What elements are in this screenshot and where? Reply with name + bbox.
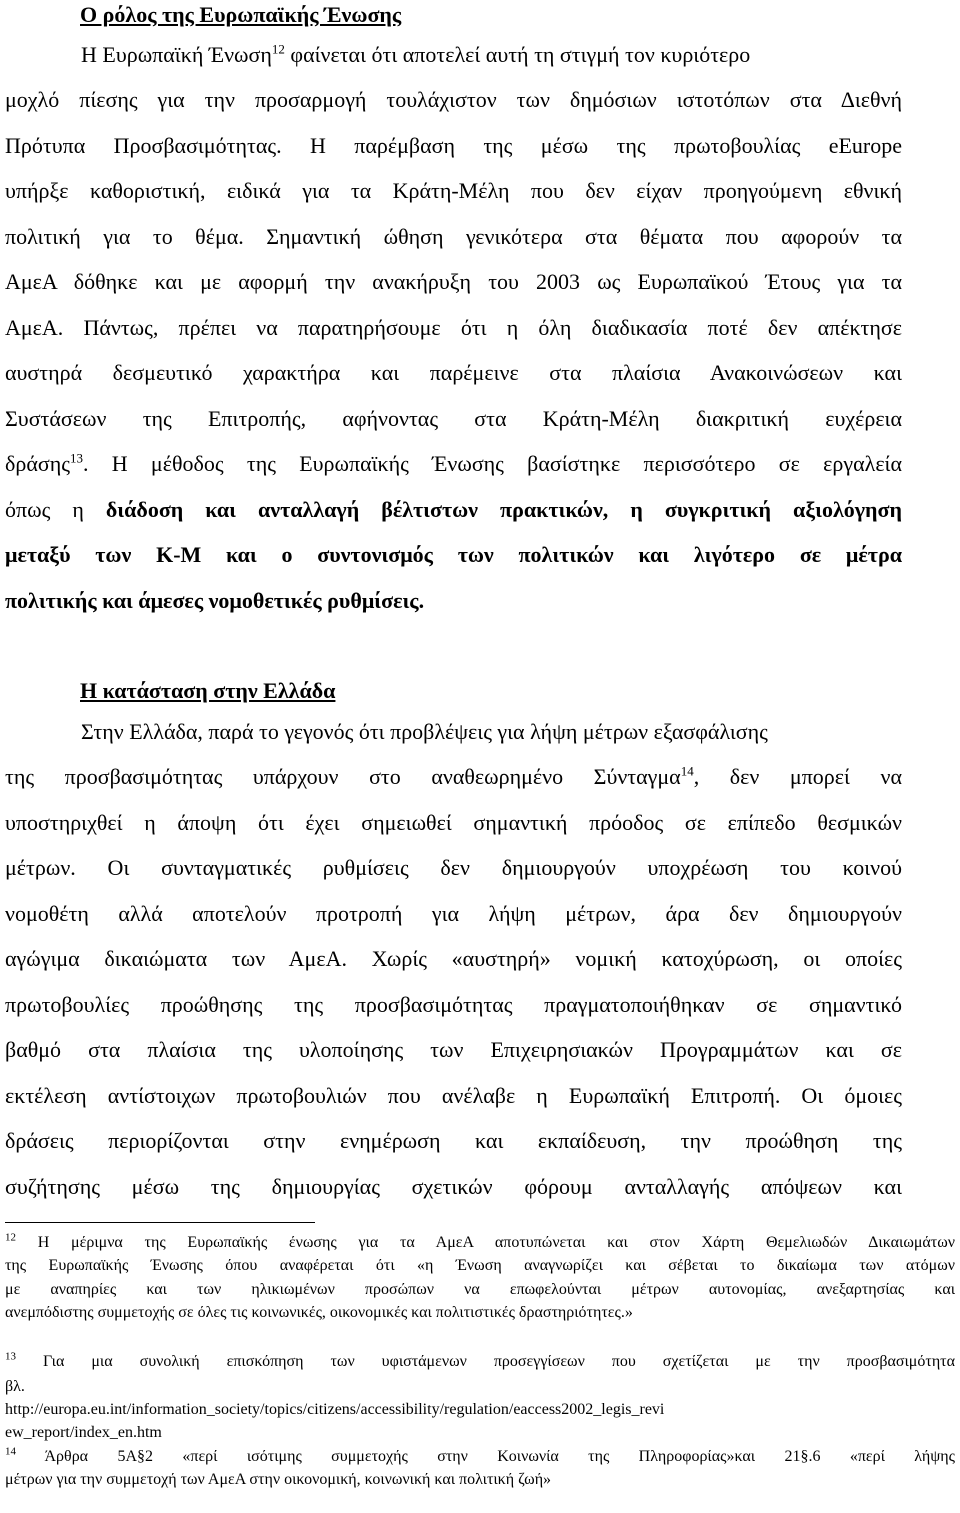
footnote-ref-12[interactable]: 12 (271, 41, 285, 57)
bold-text-span: διάδοση και ανταλλαγή βέλτιστων πρακτικών, η συγκριτική αξιολόγηση (105, 497, 903, 522)
text-line: βαθμό στα πλαίσια της υλοποίησης των Επιχειρησιακών Προγραμμάτων και σε (5, 1037, 902, 1062)
text-line (5, 497, 902, 523)
text-line (5, 451, 902, 477)
text-line: μέτρων. Οι συνταγματικές ρυθμίσεις δεν δημιουργούν υποχρέωση του κοινού (5, 855, 902, 880)
footnote-line: με αναπηρίες και των ηλικιωμένων προσώπων να επωφελούνται μέτρων αυτονομίας, ανεξαρτησίας και (5, 1281, 955, 1298)
text-line: εκτέλεση αντίστοιχων πρωτοβουλιών που ανέλαβε η Ευρωπαϊκή Επιτροπή. Οι όμοιες (5, 1083, 902, 1108)
text-line: υποστηριχθεί η άποψη ότι έχει σημειωθεί σημαντική πρόοδος σε επίπεδο θεσμικών (5, 810, 902, 835)
text-line: μοχλό πίεσης για την προσαρμογή τουλάχιστον των δημόσιων ιστοτόπων στα Διεθνή (5, 87, 902, 112)
footnote-line (5, 1233, 955, 1253)
footnote-number: 13 (5, 1350, 16, 1363)
text-span: της προσβασιμότητας υπάρχουν στο αναθεωρημένο Σύνταγμα (5, 764, 681, 789)
footnote-ref-13[interactable]: 13 (69, 450, 83, 466)
footnote-url-line[interactable]: http://europa.eu.int/information_society/topics/citizens/accessibility/regulation/eaccess2002_legis_revi (5, 1401, 665, 1418)
footnote-line (5, 1352, 955, 1372)
footnote-separator (5, 1222, 315, 1223)
text-line: πρωτοβουλίες προώθησης της προσβασιμότητας πραγματοποιήθηκαν σε σημαντικό (5, 992, 902, 1017)
text-line (5, 764, 902, 790)
text-line: Στην Ελλάδα, παρά το γεγονός ότι προβλέψεις για λήψη μέτρων εξασφάλισης (81, 719, 768, 744)
footnote-line: μέτρων για την συμμετοχή των ΑμεΑ στην οικονομική, κοινωνική και πολιτική ζωή» (5, 1471, 552, 1488)
text-span: Η Ευρωπαϊκή Ένωση (81, 42, 272, 67)
footnote-number: 12 (5, 1231, 16, 1244)
footnote-number: 14 (5, 1445, 16, 1458)
footnote-line: της Ευρωπαϊκής Ένωσης όπου αναφέρεται ότι «η Ένωση αναγνωρίζει και σέβεται το δικαίωμα των ατόμων (5, 1257, 955, 1274)
text-line: αυστηρά δεσμευτικό χαρακτήρα και παρέμεινε στα πλαίσια Ανακοινώσεων και (5, 360, 902, 385)
text-line: δράσεις περιορίζονται στην ενημέρωση και εκπαίδευση, την προώθηση της (5, 1128, 902, 1153)
footnote-line (5, 1447, 955, 1467)
footnote-line: ανεμπόδιστης συμμετοχής σε όλες τις κοινωνικές, οικονομικές και πολιτιστικές δραστηριότητες.» (5, 1304, 633, 1321)
text-line: συζήτησης μέσω της δημιουργίας σχετικών φόρουμ ανταλλαγής απόψεων και (5, 1174, 902, 1199)
text-line: ΑμεΑ. Πάντως, πρέπει να παρατηρήσουμε ότι η όλη διαδικασία ποτέ δεν απέκτησε (5, 315, 902, 340)
footnote-line: βλ. (5, 1378, 25, 1395)
text-span: δράσης (5, 451, 70, 476)
footnote-ref-14[interactable]: 14 (680, 763, 694, 779)
text-span: Για μια συνολική επισκόπηση των υφιστάμενων προσεγγίσεων που σχετίζεται με την προσβασιμότητα (16, 1353, 955, 1370)
text-line: ΑμεΑ δόθηκε και με αφορμή την ανακήρυξη του 2003 ως Ευρωπαϊκού Έτους για τα (5, 269, 902, 294)
text-line (81, 42, 750, 68)
text-span: όπως η (5, 497, 106, 522)
footnote-url-line[interactable]: ew_report/index_en.htm (5, 1424, 162, 1441)
text-line: Συστάσεων της Επιτροπής, αφήνοντας στα Κράτη-Μέλη διακριτική ευχέρεια (5, 406, 902, 431)
text-line: αγώγιμα δικαιώματα των ΑμεΑ. Χωρίς «αυστηρή» νομική κατοχύρωση, οι οποίες (5, 946, 902, 971)
text-span: Άρθρα 5Α§2 «περί ισότιμης συμμετοχής στην Κοινωνία της Πληροφορίας»και 21§.6 «περί λήψης (16, 1448, 955, 1465)
text-span: . Η μέθοδος της Ευρωπαϊκής Ένωσης βασίστηκε περισσότερο σε εργαλεία (82, 451, 902, 476)
text-line: Πρότυπα Προσβασιμότητας. Η παρέμβαση της μέσω της πρωτοβουλίας eEurope (5, 133, 902, 158)
text-span: , δεν μπορεί να (693, 764, 902, 789)
text-line: πολιτική για το θέμα. Σημαντική ώθηση γενικότερα στα θέματα που αφορούν τα (5, 224, 902, 249)
text-span: φαίνεται ότι αποτελεί αυτή τη στιγμή τον κυριότερο (284, 42, 751, 67)
text-span: Η μέριμνα της Ευρωπαϊκής ένωσης για τα ΑμεΑ αποτυπώνεται και στον Χάρτη Θεμελιωδών Δικαιωμάτων (16, 1234, 955, 1251)
text-line: νομοθέτη αλλά αποτελούν προτροπή για λήψη μέτρων, άρα δεν δημιουργούν (5, 901, 902, 926)
section-heading-greece: Η κατάσταση στην Ελλάδα (80, 678, 336, 703)
text-line: υπήρξε καθοριστική, ειδικά για τα Κράτη-Μέλη που δεν είχαν προηγούμενη εθνική (5, 178, 902, 203)
text-line: πολιτικής και άμεσες νομοθετικές ρυθμίσεις. (5, 588, 425, 613)
text-line: μεταξύ των Κ-Μ και ο συντονισμός των πολιτικών και λιγότερο σε μέτρα (5, 542, 902, 567)
section-heading-eu-role: Ο ρόλος της Ευρωπαϊκής Ένωσης (80, 2, 402, 27)
